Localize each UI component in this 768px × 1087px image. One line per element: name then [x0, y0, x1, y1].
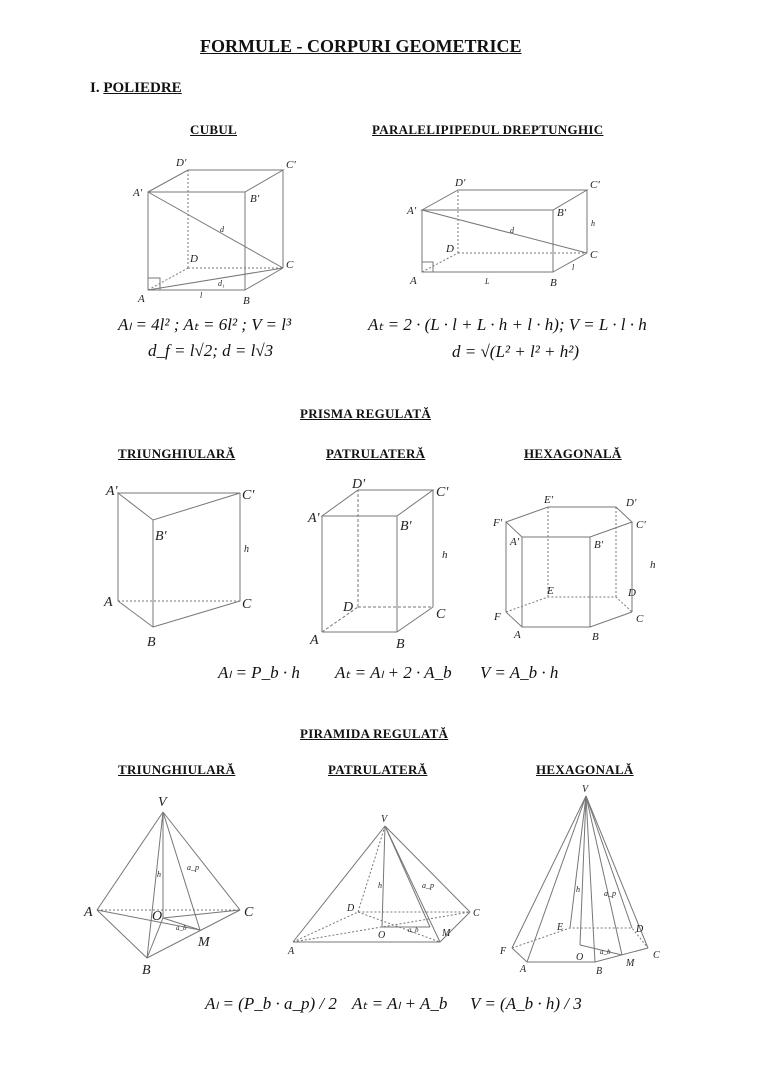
svg-text:O: O — [152, 909, 163, 924]
svg-text:C': C' — [590, 179, 600, 191]
svg-text:A': A' — [510, 536, 520, 548]
svg-text:O: O — [576, 952, 584, 963]
svg-text:M: M — [442, 928, 451, 939]
svg-text:F: F — [500, 946, 507, 957]
svg-text:C': C' — [436, 485, 449, 500]
svg-text:D: D — [446, 243, 454, 255]
svg-text:h: h — [378, 881, 382, 890]
svg-text:D: D — [347, 903, 355, 914]
svg-text:B: B — [142, 963, 151, 978]
svg-text:a_p: a_p — [422, 881, 434, 890]
parallelepiped-heading: PARALELIPIPEDUL DREPTUNGHIC — [372, 122, 604, 137]
svg-text:C': C' — [242, 488, 255, 503]
svg-text:D: D — [636, 924, 644, 935]
parallelepiped-formula-area-volume: Aₜ = 2 · (L · l + L · h + l · h); V = L · l · h — [368, 315, 647, 334]
svg-text:O: O — [378, 930, 386, 941]
svg-text:V: V — [158, 795, 167, 810]
svg-text:D': D' — [176, 157, 187, 169]
svg-text:A: A — [104, 595, 113, 610]
cube-formula-diagonals: d_f = l√2; d = l√3 — [148, 341, 274, 360]
svg-text:d: d — [220, 225, 224, 234]
pyramid-heading: PIRAMIDA REGULATĂ — [300, 726, 449, 741]
svg-text:E: E — [547, 585, 554, 597]
svg-text:B': B' — [557, 207, 567, 219]
svg-text:C: C — [244, 905, 254, 920]
pyramid-type-quadrilateral: PATRULATERĂ — [328, 762, 428, 777]
svg-text:B: B — [592, 631, 599, 643]
svg-text:A': A' — [106, 484, 118, 499]
cube-formula-areas-volume: Aₗ = 4l² ; Aₜ = 6l² ; V = l³ — [118, 315, 292, 334]
svg-text:B: B — [550, 277, 557, 289]
svg-text:A: A — [520, 964, 527, 975]
prism-type-quadrilateral: PATRULATERĂ — [326, 446, 426, 461]
svg-text:A: A — [514, 629, 521, 641]
svg-text:C: C — [636, 613, 644, 625]
svg-text:C: C — [653, 950, 660, 961]
svg-text:h: h — [650, 559, 656, 571]
svg-text:B: B — [147, 635, 156, 650]
svg-text:B': B' — [250, 193, 260, 205]
svg-text:A': A' — [308, 511, 320, 526]
svg-text:A: A — [138, 293, 145, 305]
parallelepiped-figure — [406, 177, 600, 289]
prism-formula-lateral-area: Aₗ = P_b · h — [218, 663, 300, 682]
prism-heading: PRISMA REGULATĂ — [300, 406, 432, 421]
prism-type-hexagonal: HEXAGONALĂ — [524, 446, 622, 461]
prism-formula-volume: V = A_b · h — [480, 663, 559, 682]
svg-text:A': A' — [133, 187, 143, 199]
svg-text:A: A — [84, 905, 93, 920]
triangular-pyramid-figure — [83, 795, 254, 978]
svg-text:a_b: a_b — [408, 926, 419, 934]
svg-text:C: C — [286, 259, 294, 271]
cube-figure — [132, 157, 296, 307]
svg-text:B: B — [596, 966, 603, 977]
quadrilateral-prism-figure — [307, 477, 449, 652]
svg-text:a_p: a_p — [187, 863, 199, 872]
svg-text:h: h — [157, 870, 161, 879]
svg-text:B': B' — [594, 539, 604, 551]
svg-text:A: A — [288, 946, 295, 957]
quadrilateral-pyramid-figure — [287, 814, 480, 957]
pyramid-formula-volume: V = (A_b · h) / 3 — [470, 994, 582, 1013]
svg-text:A: A — [410, 275, 417, 287]
pyramid-formula-lateral-area: Aₗ = (P_b · a_p) / 2 — [205, 994, 337, 1013]
svg-text:V: V — [582, 784, 589, 795]
svg-text:C': C' — [636, 519, 646, 531]
hexagonal-pyramid-figure — [499, 784, 660, 977]
svg-text:D: D — [343, 600, 354, 615]
svg-text:M: M — [626, 958, 635, 969]
pyramid-formula-total-area: Aₜ = Aₗ + A_b — [352, 994, 448, 1013]
svg-text:D': D' — [455, 177, 466, 189]
svg-text:d₁: d₁ — [218, 279, 225, 288]
svg-text:M: M — [198, 935, 210, 950]
svg-text:C: C — [590, 249, 598, 261]
svg-text:C: C — [242, 597, 252, 612]
svg-text:C: C — [473, 908, 480, 919]
svg-text:h: h — [442, 549, 448, 561]
svg-text:A: A — [310, 633, 319, 648]
svg-text:a_b: a_b — [600, 948, 611, 956]
svg-text:h: h — [576, 885, 580, 894]
svg-text:E: E — [557, 922, 564, 933]
svg-text:h: h — [591, 219, 595, 228]
triangular-prism-figure — [103, 484, 255, 650]
svg-text:F': F' — [493, 517, 503, 529]
svg-text:F: F — [494, 611, 501, 623]
prism-formula-total-area: Aₜ = Aₗ + 2 · A_b — [335, 663, 452, 682]
svg-text:B': B' — [155, 529, 167, 544]
svg-text:D: D — [190, 253, 198, 265]
section-title: POLIEDRE — [103, 80, 182, 96]
svg-text:D: D — [628, 587, 636, 599]
svg-text:h: h — [244, 544, 249, 555]
svg-text:l: l — [572, 263, 575, 272]
cube-heading: CUBUL — [190, 122, 238, 137]
svg-text:d: d — [510, 226, 514, 235]
hexagonal-prism-figure — [492, 494, 656, 643]
svg-text:V: V — [381, 814, 388, 825]
svg-text:C: C — [436, 607, 446, 622]
pyramid-type-triangular: TRIUNGHIULARĂ — [118, 762, 236, 777]
svg-text:D': D' — [352, 477, 366, 492]
svg-text:D': D' — [626, 497, 637, 509]
svg-text:B: B — [396, 637, 405, 652]
section-number: I. — [90, 80, 100, 96]
svg-text:E': E' — [544, 494, 554, 506]
svg-text:A': A' — [407, 205, 417, 217]
svg-text:B: B — [243, 295, 250, 307]
parallelepiped-formula-diagonal: d = √(L² + l² + h²) — [452, 342, 580, 361]
pyramid-type-hexagonal: HEXAGONALĂ — [536, 762, 634, 777]
page-title: FORMULE - CORPURI GEOMETRICE — [200, 36, 522, 56]
svg-text:C': C' — [286, 159, 296, 171]
svg-text:l: l — [200, 291, 203, 300]
svg-text:a_p: a_p — [604, 889, 616, 898]
svg-text:B': B' — [400, 519, 412, 534]
prism-type-triangular: TRIUNGHIULARĂ — [118, 446, 236, 461]
svg-text:L: L — [485, 277, 490, 286]
svg-text:a_b: a_b — [176, 924, 187, 932]
